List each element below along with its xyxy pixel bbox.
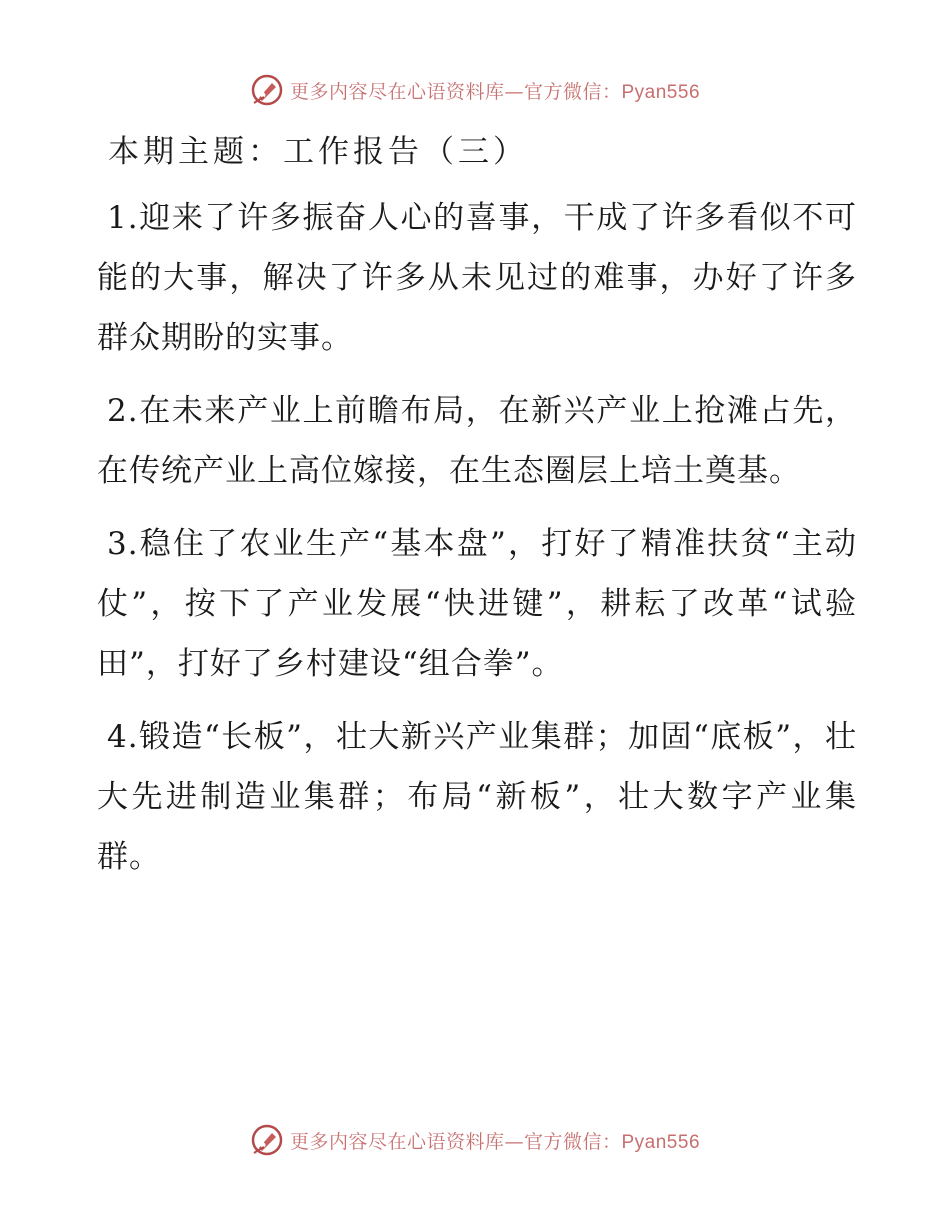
header-banner-label: 更多内容尽在心语资料库—官方微信： xyxy=(289,80,622,103)
pen-nib-logo-icon xyxy=(250,1123,284,1157)
paragraph-1: 1.迎来了许多振奋人心的喜事，干成了许多看似不可能的大事，解决了许多从未见过的难事，办好了许多群众期盼的实事。 xyxy=(97,200,857,356)
footer-banner-label: 更多内容尽在心语资料库—官方微信： xyxy=(289,1130,622,1153)
header-banner-text xyxy=(290,77,700,104)
paragraph-3: 3.稳住了农业生产“基本盘”，打好了精准扶贫“主动仗”，按下了产业发展“快进键”，耕耘了改革“试验田”，打好了乡村建设“组合拳”。 xyxy=(97,526,857,682)
header-banner xyxy=(0,70,950,110)
header-wechat-id: Pyan556 xyxy=(621,81,701,103)
document-title: 本期主题：工作报告（三） xyxy=(108,134,528,170)
paragraph-2: 2.在未来产业上前瞻布局，在新兴产业上抢滩占先，在传统产业上高位嫁接，在生态圈层上培土奠基。 xyxy=(97,393,857,489)
footer-banner-text xyxy=(290,1127,700,1154)
footer-wechat-id: Pyan556 xyxy=(621,1131,701,1153)
footer-banner xyxy=(0,1120,950,1160)
pen-nib-logo-icon xyxy=(250,73,284,107)
document-body xyxy=(97,188,857,900)
paragraph-4: 4.锻造“长板”，壮大新兴产业集群；加固“底板”，壮大先进制造业集群；布局“新板”，壮大数字产业集群。 xyxy=(97,719,857,875)
